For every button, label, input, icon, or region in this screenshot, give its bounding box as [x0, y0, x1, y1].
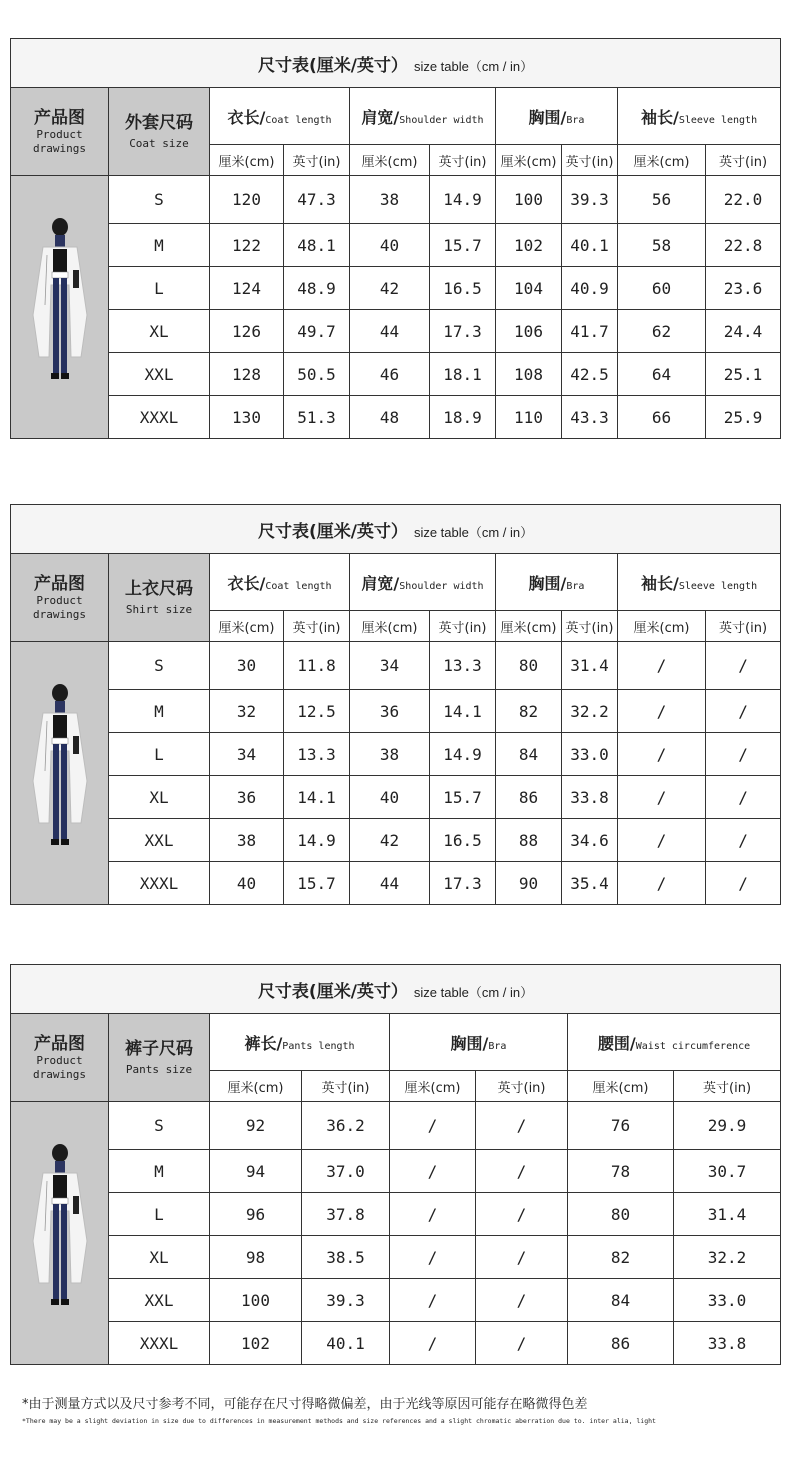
- value-cell: 84: [568, 1279, 674, 1322]
- value-cell: /: [706, 690, 781, 733]
- shirt-table-grid: [10, 504, 781, 905]
- product-image-cell: [11, 1102, 109, 1365]
- product-label-en: drawings: [33, 607, 86, 621]
- value-cell: 38: [350, 176, 430, 224]
- measure-group-en: Bra: [488, 1040, 507, 1052]
- unit-in-header: 英寸(in): [476, 1071, 568, 1102]
- measure-group-cn: 腰围/: [597, 1033, 636, 1053]
- pants-size-table: [10, 964, 780, 1365]
- unit-in-header: 英寸(in): [562, 145, 618, 176]
- table-row: [11, 642, 781, 690]
- measure-group-cn: 裤长/: [244, 1033, 283, 1053]
- value-cell: /: [390, 1279, 476, 1322]
- value-cell: 102: [496, 224, 562, 267]
- table-row: [11, 1279, 781, 1322]
- value-cell: /: [706, 642, 781, 690]
- size-cell: XXXL: [109, 1322, 210, 1365]
- table-row: [11, 1150, 781, 1193]
- size-cell: M: [109, 224, 210, 267]
- table-row: [11, 862, 781, 905]
- value-cell: 88: [496, 819, 562, 862]
- measure-group-cn: 肩宽/: [361, 573, 400, 593]
- value-cell: 44: [350, 310, 430, 353]
- value-cell: /: [390, 1322, 476, 1365]
- measure-group-header: [350, 554, 496, 611]
- value-cell: 80: [568, 1193, 674, 1236]
- value-cell: 41.7: [562, 310, 618, 353]
- size-cell: XL: [109, 310, 210, 353]
- measure-group-cn: 肩宽/: [361, 107, 400, 127]
- value-cell: 108: [496, 353, 562, 396]
- unit-cm-header: 厘米(cm): [618, 611, 706, 642]
- title-cn: 尺寸表(厘米/英寸）: [257, 55, 408, 76]
- table-row: [11, 396, 781, 439]
- product-drawings-header: [11, 88, 109, 176]
- product-drawings-header: [11, 1014, 109, 1102]
- value-cell: 14.9: [430, 176, 496, 224]
- size-cell: XXXL: [109, 396, 210, 439]
- value-cell: 80: [496, 642, 562, 690]
- value-cell: 46: [350, 353, 430, 396]
- size-cell: XXL: [109, 1279, 210, 1322]
- measure-group-en: Sleeve length: [678, 580, 758, 592]
- coat-size-table: [10, 38, 780, 439]
- unit-in-header: 英寸(in): [706, 145, 781, 176]
- size-cell: XXL: [109, 819, 210, 862]
- size-label-en: Pants size: [125, 1062, 193, 1076]
- product-figure-icon: [25, 1141, 95, 1321]
- value-cell: 16.5: [430, 267, 496, 310]
- value-cell: 60: [618, 267, 706, 310]
- value-cell: 11.8: [284, 642, 350, 690]
- value-cell: 126: [210, 310, 284, 353]
- value-cell: 82: [496, 690, 562, 733]
- measure-group-en: Shoulder width: [399, 114, 484, 126]
- value-cell: 15.7: [430, 776, 496, 819]
- value-cell: 110: [496, 396, 562, 439]
- size-cell: XL: [109, 1236, 210, 1279]
- unit-in-header: 英寸(in): [674, 1071, 781, 1102]
- table-row: [11, 776, 781, 819]
- value-cell: /: [476, 1322, 568, 1365]
- measure-group-cn: 衣长/: [227, 573, 266, 593]
- value-cell: 22.0: [706, 176, 781, 224]
- value-cell: /: [390, 1193, 476, 1236]
- measure-group-header: [618, 88, 781, 145]
- value-cell: /: [390, 1102, 476, 1150]
- value-cell: 33.0: [562, 733, 618, 776]
- value-cell: /: [476, 1279, 568, 1322]
- unit-cm-header: 厘米(cm): [210, 145, 284, 176]
- value-cell: 51.3: [284, 396, 350, 439]
- value-cell: 106: [496, 310, 562, 353]
- value-cell: 33.0: [674, 1279, 781, 1322]
- value-cell: 62: [618, 310, 706, 353]
- value-cell: 34.6: [562, 819, 618, 862]
- size-cell: S: [109, 1102, 210, 1150]
- size-cell: L: [109, 267, 210, 310]
- value-cell: 49.7: [284, 310, 350, 353]
- value-cell: 98: [210, 1236, 302, 1279]
- measure-group-cn: 胸围/: [450, 1033, 489, 1053]
- pants-table-grid: [10, 964, 781, 1365]
- value-cell: /: [476, 1193, 568, 1236]
- value-cell: 30: [210, 642, 284, 690]
- value-cell: 13.3: [430, 642, 496, 690]
- value-cell: 50.5: [284, 353, 350, 396]
- value-cell: /: [706, 819, 781, 862]
- size-cell: M: [109, 1150, 210, 1193]
- table-row: [11, 1102, 781, 1150]
- product-image-cell: [11, 642, 109, 905]
- table-title: [11, 39, 781, 88]
- title-cn: 尺寸表(厘米/英寸）: [257, 981, 408, 1002]
- value-cell: /: [618, 733, 706, 776]
- table-row: [11, 1322, 781, 1365]
- value-cell: 31.4: [674, 1193, 781, 1236]
- size-cell: S: [109, 176, 210, 224]
- unit-in-header: 英寸(in): [284, 611, 350, 642]
- measure-group-en: Bra: [566, 580, 585, 592]
- value-cell: 38.5: [302, 1236, 390, 1279]
- table-row: [11, 176, 781, 224]
- value-cell: 31.4: [562, 642, 618, 690]
- size-label-cn: 裤子尺码: [125, 1038, 193, 1059]
- value-cell: 48.1: [284, 224, 350, 267]
- value-cell: 40.1: [562, 224, 618, 267]
- table-row: [11, 353, 781, 396]
- value-cell: 25.1: [706, 353, 781, 396]
- value-cell: /: [706, 862, 781, 905]
- value-cell: 40: [210, 862, 284, 905]
- title-en: size table（cm / in）: [413, 524, 534, 540]
- value-cell: 17.3: [430, 310, 496, 353]
- product-label-en: drawings: [33, 1067, 86, 1081]
- product-label-en: Product: [36, 127, 83, 141]
- unit-cm-header: 厘米(cm): [350, 611, 430, 642]
- value-cell: 82: [568, 1236, 674, 1279]
- measure-group-header: [210, 554, 350, 611]
- measure-group-cn: 胸围/: [528, 107, 567, 127]
- value-cell: /: [618, 690, 706, 733]
- value-cell: 37.0: [302, 1150, 390, 1193]
- title-cn: 尺寸表(厘米/英寸）: [257, 521, 408, 542]
- value-cell: /: [618, 862, 706, 905]
- value-cell: 24.4: [706, 310, 781, 353]
- size-cell: L: [109, 1193, 210, 1236]
- table-row: [11, 690, 781, 733]
- value-cell: 32.2: [674, 1236, 781, 1279]
- unit-cm-header: 厘米(cm): [618, 145, 706, 176]
- value-cell: 122: [210, 224, 284, 267]
- unit-in-header: 英寸(in): [430, 611, 496, 642]
- value-cell: 90: [496, 862, 562, 905]
- measure-group-en: Bra: [566, 114, 585, 126]
- value-cell: /: [706, 733, 781, 776]
- measure-group-en: Shoulder width: [399, 580, 484, 592]
- product-drawings-header: [11, 554, 109, 642]
- measure-group-header: [496, 554, 618, 611]
- unit-cm-header: 厘米(cm): [568, 1071, 674, 1102]
- product-figure-icon: [25, 215, 95, 395]
- measure-group-cn: 袖长/: [640, 107, 679, 127]
- value-cell: 38: [210, 819, 284, 862]
- unit-in-header: 英寸(in): [430, 145, 496, 176]
- unit-cm-header: 厘米(cm): [390, 1071, 476, 1102]
- value-cell: /: [390, 1236, 476, 1279]
- table-title: [11, 505, 781, 554]
- measure-group-cn: 胸围/: [528, 573, 567, 593]
- table-row: [11, 819, 781, 862]
- size-label-en: Shirt size: [125, 602, 193, 616]
- product-label-cn: 产品图: [34, 573, 85, 594]
- unit-cm-header: 厘米(cm): [496, 611, 562, 642]
- size-cell: XXXL: [109, 862, 210, 905]
- product-label-cn: 产品图: [34, 107, 85, 128]
- table-row: [11, 733, 781, 776]
- value-cell: 32.2: [562, 690, 618, 733]
- value-cell: /: [706, 776, 781, 819]
- value-cell: 13.3: [284, 733, 350, 776]
- value-cell: 40.1: [302, 1322, 390, 1365]
- value-cell: 43.3: [562, 396, 618, 439]
- value-cell: 37.8: [302, 1193, 390, 1236]
- size-column-header: [109, 1014, 210, 1102]
- measure-group-header: [618, 554, 781, 611]
- value-cell: 36: [210, 776, 284, 819]
- value-cell: 15.7: [284, 862, 350, 905]
- unit-in-header: 英寸(in): [284, 145, 350, 176]
- size-cell: S: [109, 642, 210, 690]
- value-cell: 40: [350, 776, 430, 819]
- measure-group-header: [568, 1014, 781, 1071]
- measure-group-en: Waist circumference: [635, 1040, 751, 1052]
- size-cell: M: [109, 690, 210, 733]
- table-row: [11, 1236, 781, 1279]
- value-cell: 104: [496, 267, 562, 310]
- value-cell: 23.6: [706, 267, 781, 310]
- size-cell: XL: [109, 776, 210, 819]
- value-cell: /: [476, 1150, 568, 1193]
- measure-group-header: [496, 88, 618, 145]
- unit-in-header: 英寸(in): [562, 611, 618, 642]
- value-cell: 124: [210, 267, 284, 310]
- value-cell: 34: [210, 733, 284, 776]
- measure-group-header: [350, 88, 496, 145]
- footer-note-cn: *由于测量方式以及尺寸参考不同，可能存在尺寸得略微偏差，由于光线等原因可能存在略微得色差: [22, 1397, 588, 1412]
- size-column-header: [109, 554, 210, 642]
- value-cell: 35.4: [562, 862, 618, 905]
- value-cell: 30.7: [674, 1150, 781, 1193]
- footer-note-en: *There may be a slight deviation in size due to differences in measurement methods and size references and a slight chromatic aberration due to. inter alia, light: [22, 1417, 656, 1425]
- product-label-en: Product: [36, 1053, 83, 1067]
- table-row: [11, 310, 781, 353]
- value-cell: 29.9: [674, 1102, 781, 1150]
- value-cell: 25.9: [706, 396, 781, 439]
- value-cell: /: [618, 642, 706, 690]
- measure-group-cn: 衣长/: [227, 107, 266, 127]
- value-cell: 66: [618, 396, 706, 439]
- value-cell: /: [618, 776, 706, 819]
- value-cell: 39.3: [302, 1279, 390, 1322]
- value-cell: 36.2: [302, 1102, 390, 1150]
- measure-group-en: Coat length: [265, 114, 332, 126]
- unit-cm-header: 厘米(cm): [210, 1071, 302, 1102]
- value-cell: 15.7: [430, 224, 496, 267]
- value-cell: 33.8: [562, 776, 618, 819]
- product-image-cell: [11, 176, 109, 439]
- value-cell: 14.1: [430, 690, 496, 733]
- value-cell: 22.8: [706, 224, 781, 267]
- value-cell: 18.1: [430, 353, 496, 396]
- value-cell: 16.5: [430, 819, 496, 862]
- value-cell: 40.9: [562, 267, 618, 310]
- value-cell: 96: [210, 1193, 302, 1236]
- value-cell: 32: [210, 690, 284, 733]
- size-label-cn: 外套尺码: [125, 112, 193, 133]
- product-figure-icon: [25, 681, 95, 861]
- size-label-cn: 上衣尺码: [125, 578, 193, 599]
- title-en: size table（cm / in）: [413, 58, 534, 74]
- value-cell: 42: [350, 267, 430, 310]
- size-cell: L: [109, 733, 210, 776]
- size-cell: XXL: [109, 353, 210, 396]
- coat-table-grid: [10, 38, 781, 439]
- measure-group-en: Pants length: [282, 1040, 355, 1052]
- value-cell: 42: [350, 819, 430, 862]
- value-cell: 33.8: [674, 1322, 781, 1365]
- value-cell: /: [618, 819, 706, 862]
- measure-group-header: [210, 88, 350, 145]
- value-cell: 100: [210, 1279, 302, 1322]
- value-cell: 14.9: [284, 819, 350, 862]
- measure-group-header: [210, 1014, 390, 1071]
- product-label-cn: 产品图: [34, 1033, 85, 1054]
- value-cell: 102: [210, 1322, 302, 1365]
- value-cell: 78: [568, 1150, 674, 1193]
- value-cell: 34: [350, 642, 430, 690]
- value-cell: 56: [618, 176, 706, 224]
- unit-cm-header: 厘米(cm): [350, 145, 430, 176]
- value-cell: 18.9: [430, 396, 496, 439]
- value-cell: /: [476, 1102, 568, 1150]
- value-cell: 48: [350, 396, 430, 439]
- table-title: [11, 965, 781, 1014]
- value-cell: 120: [210, 176, 284, 224]
- value-cell: /: [390, 1150, 476, 1193]
- value-cell: 64: [618, 353, 706, 396]
- value-cell: /: [476, 1236, 568, 1279]
- table-row: [11, 224, 781, 267]
- value-cell: 130: [210, 396, 284, 439]
- size-column-header: [109, 88, 210, 176]
- measure-group-en: Sleeve length: [678, 114, 758, 126]
- unit-in-header: 英寸(in): [706, 611, 781, 642]
- table-row: [11, 1193, 781, 1236]
- value-cell: 58: [618, 224, 706, 267]
- measure-group-header: [390, 1014, 568, 1071]
- value-cell: 38: [350, 733, 430, 776]
- value-cell: 44: [350, 862, 430, 905]
- value-cell: 94: [210, 1150, 302, 1193]
- value-cell: 86: [496, 776, 562, 819]
- value-cell: 100: [496, 176, 562, 224]
- measure-group-cn: 袖长/: [640, 573, 679, 593]
- value-cell: 12.5: [284, 690, 350, 733]
- shirt-size-table: [10, 504, 780, 905]
- value-cell: 86: [568, 1322, 674, 1365]
- value-cell: 47.3: [284, 176, 350, 224]
- unit-in-header: 英寸(in): [302, 1071, 390, 1102]
- unit-cm-header: 厘米(cm): [210, 611, 284, 642]
- product-label-en: Product: [36, 593, 83, 607]
- unit-cm-header: 厘米(cm): [496, 145, 562, 176]
- value-cell: 84: [496, 733, 562, 776]
- value-cell: 14.1: [284, 776, 350, 819]
- value-cell: 36: [350, 690, 430, 733]
- title-en: size table（cm / in）: [413, 984, 534, 1000]
- value-cell: 92: [210, 1102, 302, 1150]
- table-row: [11, 267, 781, 310]
- value-cell: 128: [210, 353, 284, 396]
- value-cell: 40: [350, 224, 430, 267]
- measure-group-en: Coat length: [265, 580, 332, 592]
- value-cell: 14.9: [430, 733, 496, 776]
- size-label-en: Coat size: [129, 136, 189, 150]
- value-cell: 42.5: [562, 353, 618, 396]
- value-cell: 76: [568, 1102, 674, 1150]
- value-cell: 39.3: [562, 176, 618, 224]
- product-label-en: drawings: [33, 141, 86, 155]
- value-cell: 17.3: [430, 862, 496, 905]
- value-cell: 48.9: [284, 267, 350, 310]
